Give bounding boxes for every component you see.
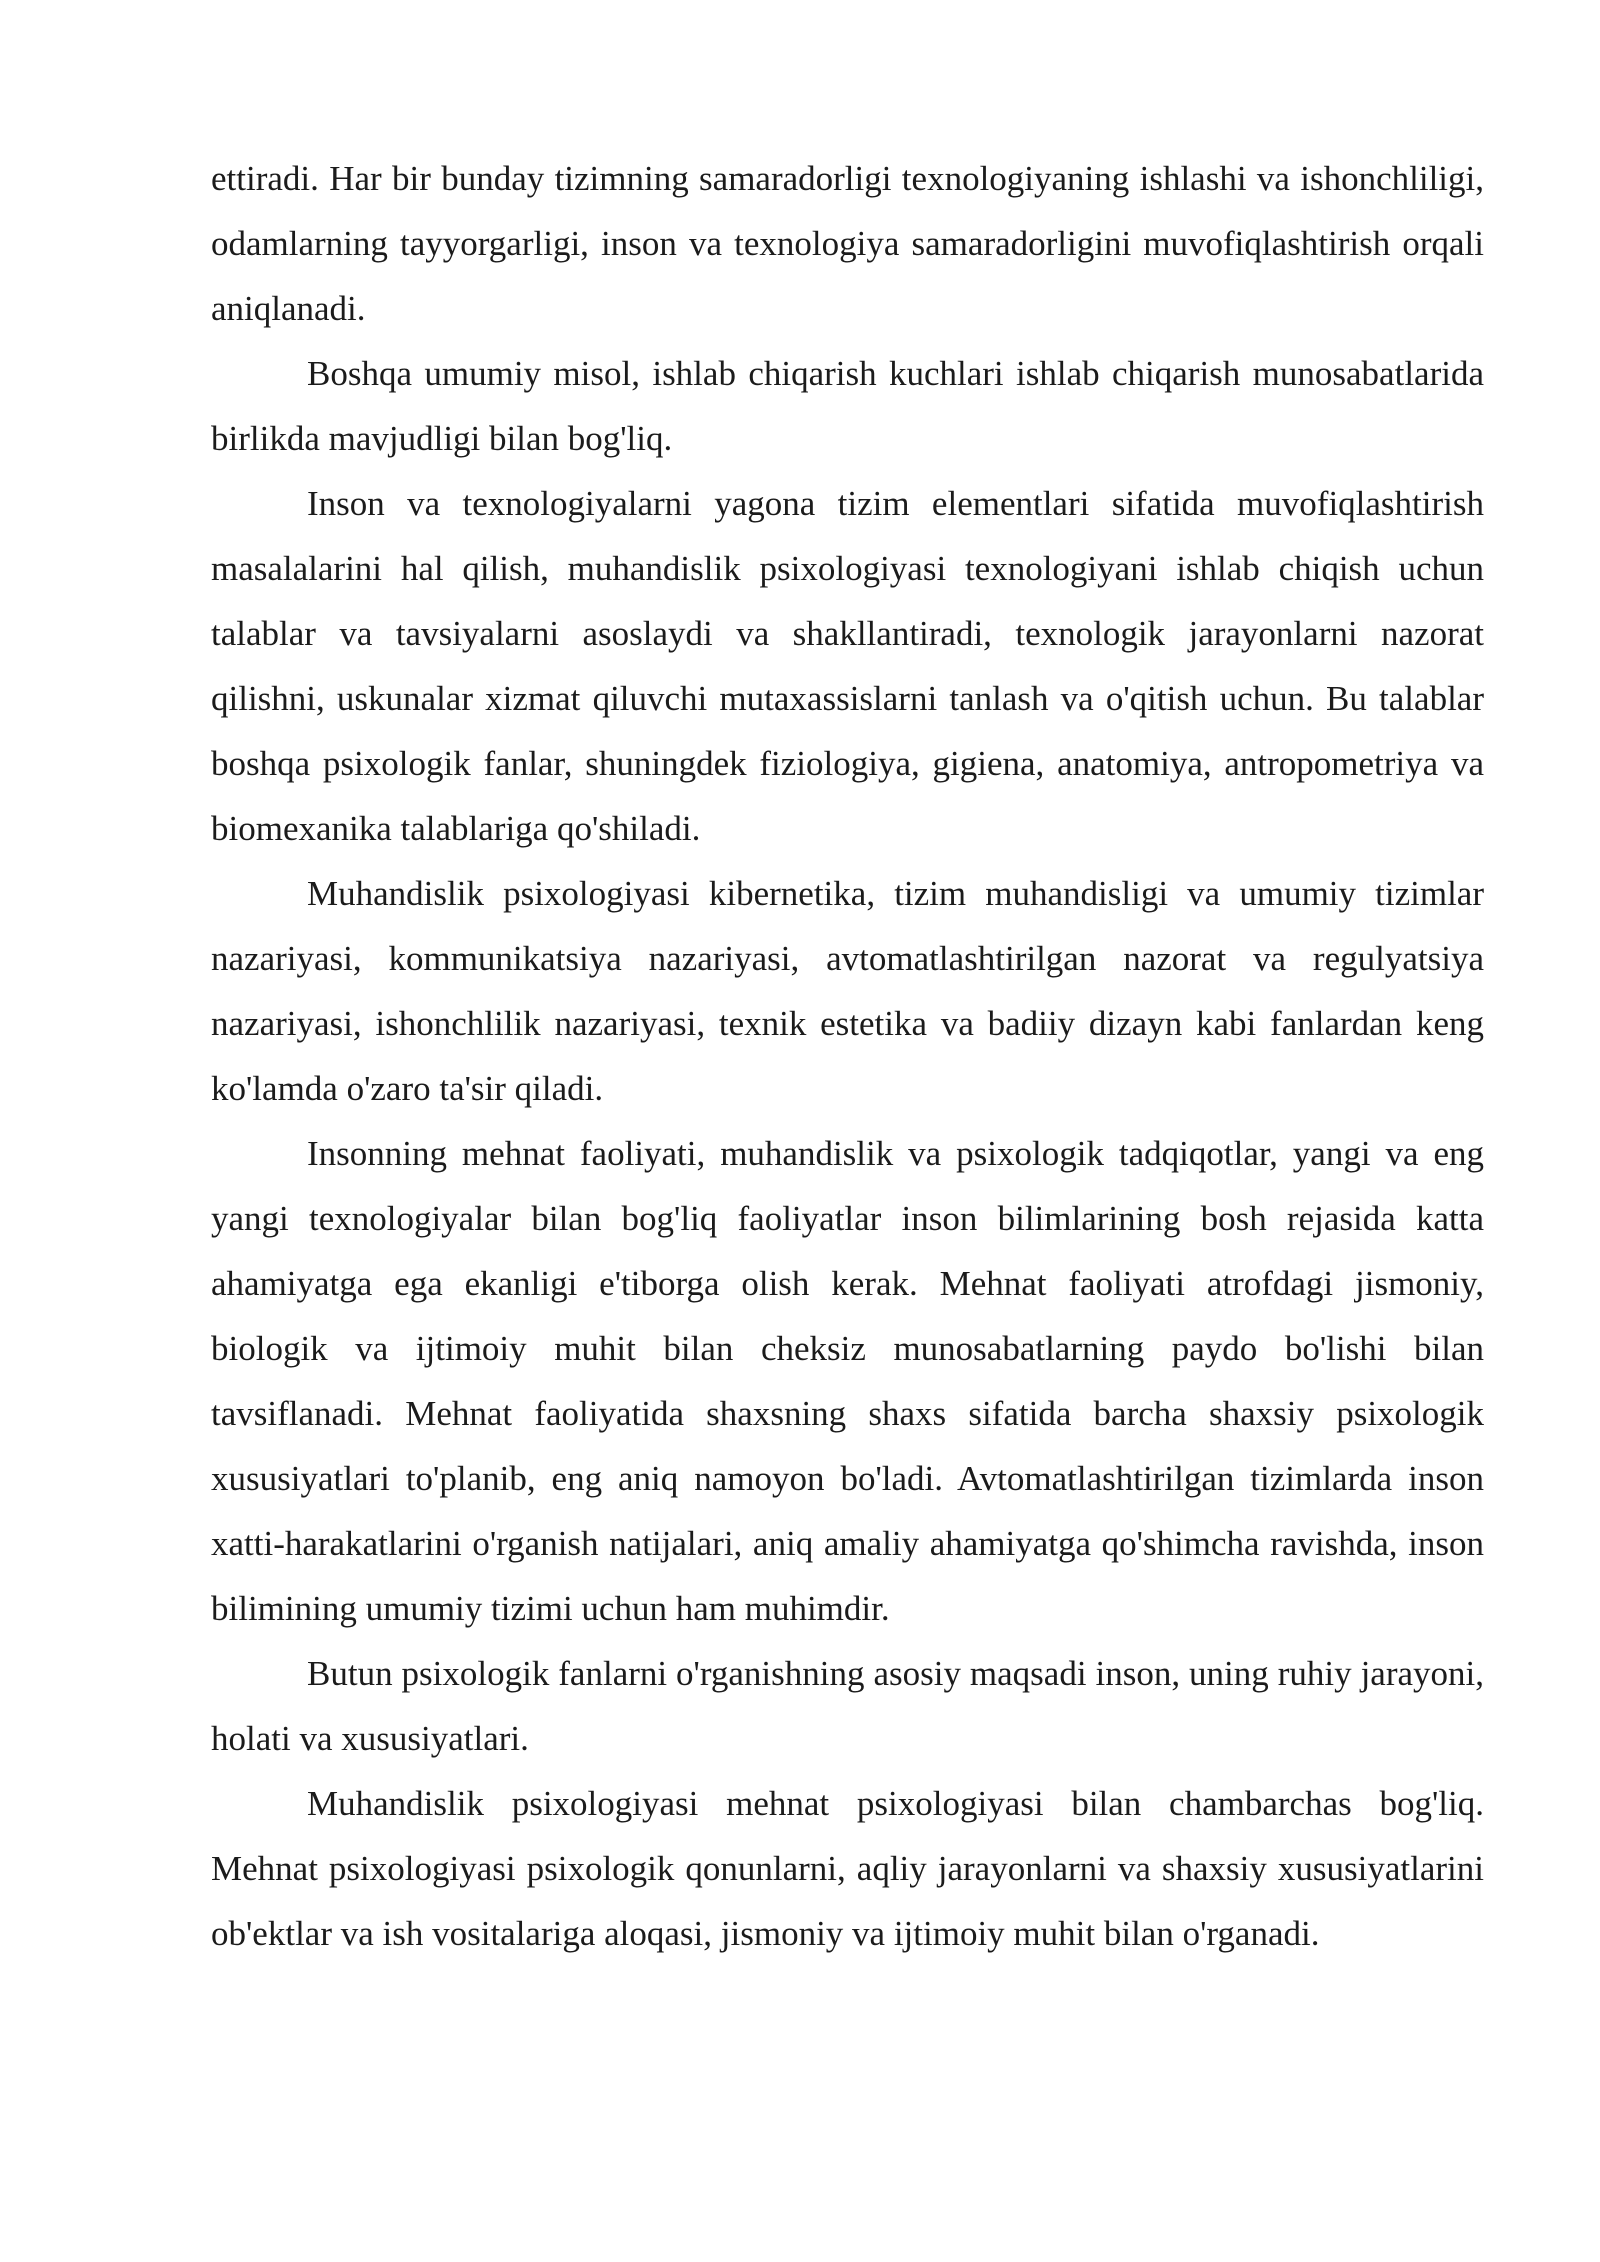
paragraph-5: Insonning mehnat faoliyati, muhandislik va psixologik tadqiqotlar, yangi va eng yangi texnologiyalar bilan bog'liq faoliyatlar inson bilimlarining bosh rejasida katta ahamiyatga ega ekanligi e'tiborga olish kerak. Mehnat faoliyati atrofdagi jismoniy, biologik va ijtimoiy muhit bilan cheksiz munosabatlarning paydo bo'lishi bilan tavsiflanadi. Mehnat faoliyatida shaxsning shaxs sifatida barcha shaxsiy psixologik xususiyatlari to'planib, eng aniq namoyon bo'ladi. Avtomatlashtirilgan tizimlarda inson xatti-harakatlarini o'rganish natijalari, aniq amaliy ahamiyatga qo'shimcha ravishda, inson bilimining umumiy tizimi uchun ham muhimdir. xyxy=(211,1134,1484,1628)
paragraph-6: Butun psixologik fanlarni o'rganishning asosiy maqsadi inson, uning ruhiy jarayoni, holati va xususiyatlari. xyxy=(211,1654,1484,1758)
paragraph-1: ettiradi. Har bir bunday tizimning samaradorligi texnologiyaning ishlashi va ishonchliligi, odamlarning tayyorgarligi, inson va texnologiya samaradorligini muvofiqlashtirish orqali aniqlanadi. xyxy=(211,159,1484,328)
paragraph-4: Muhandislik psixologiyasi kibernetika, tizim muhandisligi va umumiy tizimlar nazariyasi, kommunikatsiya nazariyasi, avtomatlashtirilgan nazorat va regulyatsiya nazariyasi, ishonchlilik nazariyasi, texnik estetika va badiiy dizayn kabi fanlardan keng ko'lamda o'zaro ta'sir qiladi. xyxy=(211,874,1484,1108)
paragraph-7: Muhandislik psixologiyasi mehnat psixologiyasi bilan chambarchas bog'liq. Mehnat psixologiyasi psixologik qonunlarni, aqliy jarayonlarni va shaxsiy xususiyatlarini ob'ektlar va ish vositalariga aloqasi, jismoniy va ijtimoiy muhit bilan o'rganadi. xyxy=(211,1784,1484,1953)
document-body xyxy=(211,146,1484,1966)
paragraph-2: Boshqa umumiy misol, ishlab chiqarish kuchlari ishlab chiqarish munosabatlarida birlikda mavjudligi bilan bog'liq. xyxy=(211,354,1484,458)
paragraph-3: Inson va texnologiyalarni yagona tizim elementlari sifatida muvofiqlashtirish masalalarini hal qilish, muhandislik psixologiyasi texnologiyani ishlab chiqish uchun talablar va tavsiyalarni asoslaydi va shakllantiradi, texnologik jarayonlarni nazorat qilishni, uskunalar xizmat qiluvchi mutaxassislarni tanlash va o'qitish uchun. Bu talablar boshqa psixologik fanlar, shuningdek fiziologiya, gigiena, anatomiya, antropometriya va biomexanika talablariga qo'shiladi. xyxy=(211,484,1484,848)
